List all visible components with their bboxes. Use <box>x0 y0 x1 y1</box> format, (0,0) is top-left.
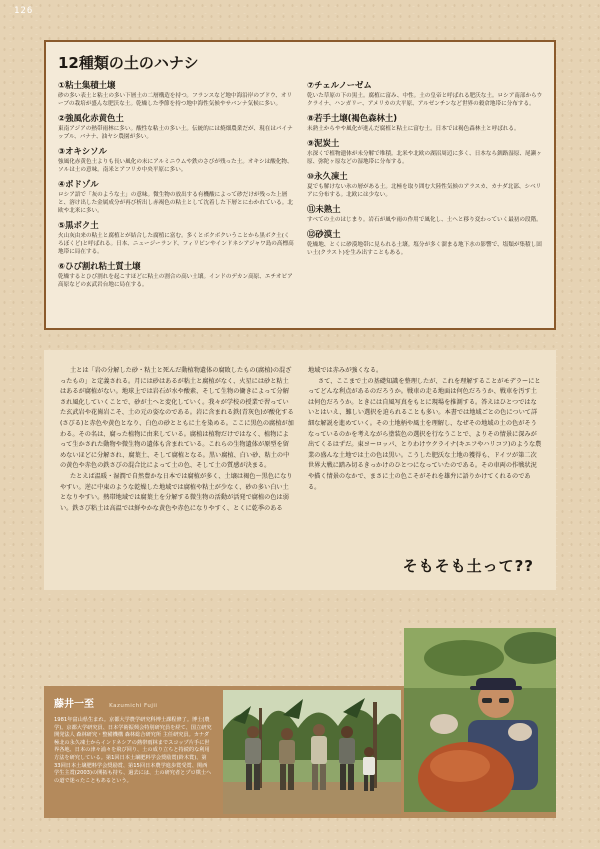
soil-entry <box>58 145 295 174</box>
soil-name: ③オキシソル <box>58 146 107 156</box>
soil-name: ⑫砂漠土 <box>307 229 341 239</box>
author-profile <box>44 686 220 818</box>
soil-entry <box>307 112 544 133</box>
soil-name: ⑩永久凍土 <box>307 171 348 181</box>
field-group-photo <box>223 690 401 814</box>
author-portrait-photo <box>404 628 556 812</box>
soil-entry <box>58 219 295 256</box>
soil-description: 水深くで植物遺体が未分解で堆積。北米や北欧の湖沼周辺に多く、日本なら釧路湿原、尾瀬ヶ原、弥陀ヶ原などの湿地帯に分布する。 <box>307 151 542 165</box>
article-body <box>44 350 556 590</box>
soil-description: 夏でも解けない氷の層がある土。北極を取り囲む大陸性気候のアラスカ、カナダ北部、シベリアに分布する。北欧には少ない。 <box>307 184 542 198</box>
soil-name: ⑨泥炭土 <box>307 138 340 148</box>
soil-description: 乾燥地、とくに砂漠地帯に見られる土壌。塩分が多く溜まる地下水の影響で、塩類が集積し固い土(クラスト)を生み出すこともある。 <box>307 242 542 256</box>
soil-entry <box>58 260 295 289</box>
article-paragraph: 地域では赤みが強くなる。 <box>308 367 383 374</box>
soil-entry <box>307 170 544 199</box>
soil-entry <box>307 203 544 224</box>
soil-description: 強風化赤黄色土よりも長い風化の末にアルミニウムや鉄のさびが残った土。オキシは酸化物、ソルは土の意味。南米とアフリカ中央平原に多い。 <box>58 159 293 173</box>
article-headline: そもそも土って?? <box>402 557 534 575</box>
author-name: 藤井一至 <box>54 699 94 710</box>
soil-entry <box>307 79 544 108</box>
article-paragraph: たとえば温暖・湿潤で自然豊かな日本では腐植が多く、土壌は褐色〜黒色になりやすい。逆に中東のような乾燥した地域では腐植や粘土が少なく、砂の多い白い土となりやすい。熱帯地域では腐葉土を分解する微生物の活動が活発で腐植の色は弱い。鉄さび粘土は高温では鮮やかな黄色や赤色になりやすく、とくに乾季のある <box>60 472 293 512</box>
soil-description: 東南アジアの熱帯雨林に多い。酸性な粘土の多い土。伝統的には焼畑農業だが、現在はパイナップル、バナナ、油ヤシ農園が多い。 <box>58 126 293 140</box>
article-paragraph: 土とは「岩の分解した砂・粘土と死んだ動植物遺体の腐敗したもの(腐植)の混ざったもの」と定義される。月には砂はあるが粘土と腐植がなく、火星には砂と粘土はあるが腐植がない。地球上では岩石が水や酸素、そして生物の働きによって分解され風化していくことで、砂が土へと変化していく。我々が学校の授業で習っていた玄武岩や花崗岩こそ、土の元の姿なのである。岩に含まれる鉄(青灰色)が酸化する(さびる)と赤色や黄色となり、白色の砂とともに土を染める。ここに黒色の腐植が加わる。その名は、腐った植物に由来している。腐植は植物だけではなく、植物によって生かされた動物や微生物の遺体も含まれている。これらの生物遺体が原型を留めないほどに分解され、腐葉土、そして腐植となる。黒い腐植、白い砂、粘土の中の黄色や赤色の鉄さびの混合比によって土の色、そして土の質感が決まる。 <box>60 367 294 470</box>
soil-entry <box>307 228 544 257</box>
soil-name: ①粘土集積土壌 <box>58 80 116 90</box>
author-bio: 1981年富山県生まれ。京都大学農学研究科博士課程修了。博士(農学)。京都大学研究員、日本学術振興会特別研究員を経て、国立研究開発法人 森林研究・整備機構 森林総合研究所 主任研究員。カナダ極北の永久凍土からインドネシアの熱帯雨林までスコップ片手に世界各地、日本の津々浦々を飛び回り、土の成り立ちと持続的な利用方法を研究している。第1回日本土壌肥料学会奨励賞(鈴木賞)、第33回日本土壌肥料学会奨励賞、第15回日本農学進歩賞受賞、関西学生主賞(2003)の開拓も持ち、過去には、土の研究者とプロ棋士への道で迷ったこともあるという。 <box>54 717 212 784</box>
soil-description: 未熟土からやや風化が進んだ腐植と粘土に富む土。日本では褐色森林土と呼ばれる。 <box>307 126 520 132</box>
soil-entry <box>58 79 295 108</box>
soil-types-title: 12種類の土のハナシ <box>58 54 199 72</box>
soil-description: 乾いた草原の下の黒土。腐植に富み、中性。土の皇帝と呼ばれる肥沃な土。ロシア南部からウクライナ、ハンガリー、アメリカの大平原、アルゼンチンなど世界の穀倉地帯に分布する。 <box>307 93 543 107</box>
soil-description: 火山灰由来の粘土と腐植とが結合した腐植に富む。多くとボクボクいうことから黒ボク土(くろぼくど)と呼ばれる。日本、ニュージーランド、フィリピンやインドネシアジャワ島の高標高地帯に局在する。 <box>58 233 294 255</box>
soil-name: ⑤黒ボク土 <box>58 220 99 230</box>
soil-description: すべての土のはじまり。岩石が風や雨の作用で風化し、土へと移り変わっていく最初の段階。 <box>307 217 542 223</box>
soil-description: ロシア語で「灰のような土」の意味。微生物の放出する有機酸によって砂だけが残った上層と、溶け出した金属成分が再び析出し赤褐色の粘土として沈着した下層とにわかれている。北欧や北米に多い。 <box>58 192 293 214</box>
soil-entry <box>307 137 544 166</box>
soil-name: ⑧若手土壌(褐色森林土) <box>307 113 398 123</box>
author-name-roman: Kazumichi Fujii <box>109 703 158 709</box>
soil-types-box <box>44 40 556 330</box>
article-right-column <box>308 366 542 514</box>
soil-description: 乾燥するとひび割れを起こすほどに粘土の割合の高い土壌。インドのデカン高原、エチオピア高原などの玄武岩台地に局在する。 <box>58 274 293 288</box>
soil-entry <box>58 178 295 215</box>
page-number: 126 <box>14 6 34 16</box>
soil-name: ④ポドゾル <box>58 179 99 189</box>
soil-name: ②強風化赤黄色土 <box>58 113 124 123</box>
soil-entry <box>58 112 295 141</box>
soil-types-right-column <box>307 79 544 293</box>
soil-name: ⑪未熟土 <box>307 204 341 214</box>
article-paragraph: さて、ここまで土の基礎知識を整理したが、これを理解することがモデラーにとってどんな利点があるのだろうか。戦車の走る地面は何色だろうか、戦車を汚す土は何色だろうか。ときには自風写真をもとに現場を推測する。答えはひとつではないとはいえ、難しい選択を迫られることも多い。本書では地域ごとの色について詳細な解説を進めていく。その土地柄や風土を理解し、なぜその地域の土の色がそうなっているのかを考えながら塗装色の選択を行なうことで、よりその情景に深みが出てくるはずだ。東ヨーロッパ、とりわけウクライナ(キエフやハリコフ)のような農業の盛んな土地では土の色は黒い。こうした肥沃な土地の獲得も、ドイツが第二次世界大戦に踏み切るきっかけのひとつになっていたのである。その車両の作戦状況や描く情景のなかで、まさに土の色こそがそれを雄弁に語りかけてくれるのである。 <box>308 377 542 491</box>
article-left-column <box>60 366 294 514</box>
soil-types-left-column <box>58 79 295 293</box>
soil-description: 砂の多い表土と粘土の多い下層土の二層構造を持つ。フランスなど地中海沿岸のブドウ、オリーブの栽培が盛んな肥沃な土。乾燥した季節を持つ地中海性気候やサバンナ気候に多い。 <box>58 93 293 107</box>
soil-name: ⑥ひび割れ粘土質土壌 <box>58 261 141 271</box>
soil-name: ⑦チェルノーゼム <box>307 80 372 90</box>
